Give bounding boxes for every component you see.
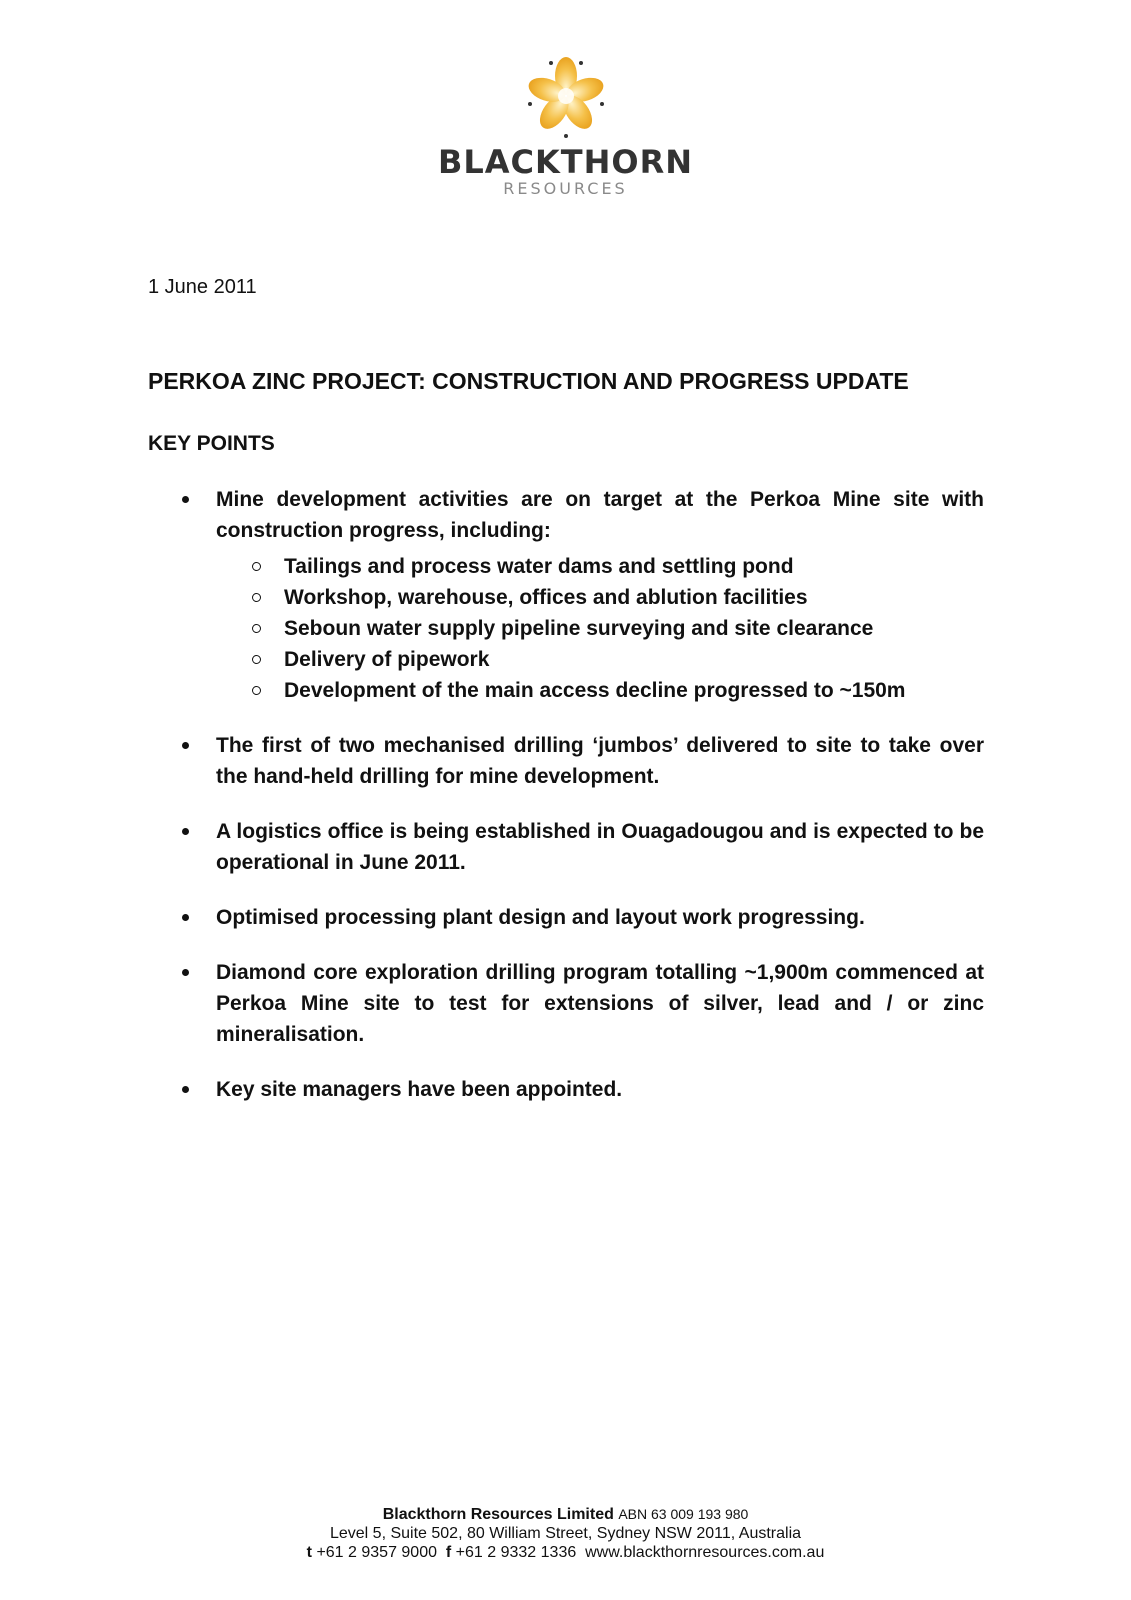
footer-website-link[interactable]: www.blackthornresources.com.au xyxy=(585,1544,825,1561)
circle-bullet-icon xyxy=(252,624,261,633)
footer-abn: ABN 63 009 193 980 xyxy=(618,1506,749,1522)
footer-contact-line xyxy=(0,1543,1131,1562)
key-point-text: A logistics office is being established in Ouagadougou and is expected to be operational in June 2011. xyxy=(216,820,984,874)
footer-phone-label: t xyxy=(306,1544,312,1561)
key-point-text: The first of two mechanised drilling ‘jumbos’ delivered to site to take over the hand-held drilling for mine development. xyxy=(216,734,984,788)
section-heading: KEY POINTS xyxy=(148,432,275,455)
key-point xyxy=(148,957,984,1050)
footer-address: Level 5, Suite 502, 80 William Street, Sydney NSW 2011, Australia xyxy=(329,1525,802,1542)
footer-company-name: Blackthorn Resources Limited xyxy=(382,1506,614,1523)
page-footer xyxy=(0,1505,1131,1562)
bullet-icon xyxy=(182,1086,189,1093)
key-point xyxy=(148,902,984,933)
key-point-text: Diamond core exploration drilling program totalling ~1,900m commenced at Perkoa Mine site to test for extensions of silver, lead and / or zinc mineralisation. xyxy=(216,961,984,1046)
bullet-icon xyxy=(182,969,189,976)
company-logo xyxy=(0,50,1131,198)
bullet-icon xyxy=(182,914,189,921)
sub-point xyxy=(216,675,984,706)
key-point xyxy=(148,484,984,706)
sub-point xyxy=(216,613,984,644)
sub-point xyxy=(216,644,984,675)
sub-point-text: Tailings and process water dams and settling pond xyxy=(284,555,794,578)
key-point-text: Optimised processing plant design and layout work progressing. xyxy=(216,906,865,929)
sub-points-list xyxy=(216,551,984,706)
sub-point xyxy=(216,551,984,582)
footer-company-line xyxy=(0,1505,1131,1524)
key-point-text: Key site managers have been appointed. xyxy=(216,1078,623,1101)
sub-point-text: Seboun water supply pipeline surveying and site clearance xyxy=(284,617,874,640)
document-title: PERKOA ZINC PROJECT: CONSTRUCTION AND PROGRESS UPDATE xyxy=(148,368,909,394)
sub-point-text: Development of the main access decline progressed to ~150m xyxy=(284,679,906,702)
bullet-icon xyxy=(182,496,189,503)
footer-fax-label: f xyxy=(445,1544,452,1561)
key-points-list xyxy=(148,484,984,1129)
flower-logo-icon xyxy=(516,50,616,142)
key-point xyxy=(148,1074,984,1105)
sub-point-text: Delivery of pipework xyxy=(284,648,490,671)
circle-bullet-icon xyxy=(252,562,261,571)
key-point xyxy=(148,816,984,878)
footer-fax: +61 2 9332 1336 xyxy=(455,1544,577,1561)
document-date: 1 June 2011 xyxy=(148,276,257,298)
sub-point-text: Workshop, warehouse, offices and ablution facilities xyxy=(284,586,808,609)
footer-phone: +61 2 9357 9000 xyxy=(316,1544,437,1561)
key-point xyxy=(148,730,984,792)
circle-bullet-icon xyxy=(252,686,261,695)
bullet-icon xyxy=(182,828,189,835)
brand-name: BLACKTHORN xyxy=(437,143,694,181)
bullet-icon xyxy=(182,742,189,749)
brand-subtitle: RESOURCES xyxy=(503,179,628,198)
key-point-text: Mine development activities are on target at the Perkoa Mine site with construction progress, including: xyxy=(216,488,984,542)
circle-bullet-icon xyxy=(252,593,261,602)
circle-bullet-icon xyxy=(252,655,261,664)
sub-point xyxy=(216,582,984,613)
